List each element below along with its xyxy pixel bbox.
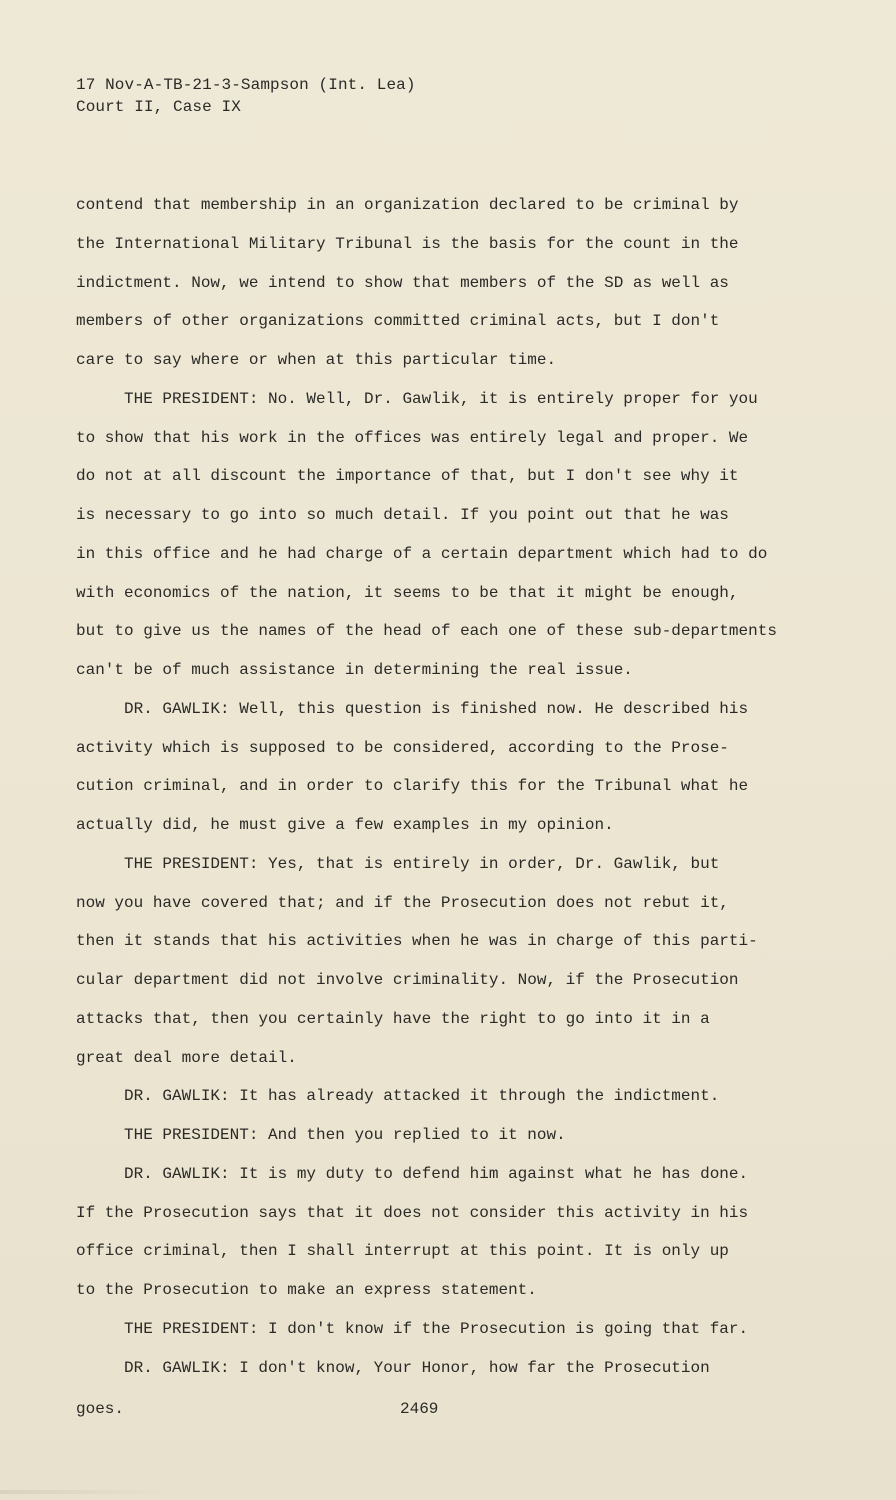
transcript-line: contend that membership in an organization declared to be criminal by <box>76 196 739 214</box>
transcript-line: DR. GAWLIK: It has already attacked it through the indictment. <box>124 1087 720 1106</box>
transcript-line: do not at all discount the importance of that, but I don't see why it <box>76 467 739 486</box>
transcript-line: DR. GAWLIK: Well, this question is finished now. He described his <box>124 699 749 718</box>
transcript-line: THE PRESIDENT: Yes, that is entirely in order, Dr. Gawlik, but <box>124 854 720 873</box>
paper-edge-mark <box>0 1490 160 1494</box>
transcript-line: great deal more detail. <box>76 1048 297 1067</box>
transcript-line: DR. GAWLIK: I don't know, Your Honor, how far the Prosecution <box>124 1358 710 1377</box>
transcript-line: THE PRESIDENT: And then you replied to it now. <box>124 1126 566 1144</box>
page-number: 2469 <box>400 1400 439 1418</box>
transcript-line: is necessary to go into so much detail. If you point out that he was <box>76 506 729 524</box>
transcript-line: activity which is supposed to be considered, according to the Prose- <box>76 738 729 757</box>
transcript-line: but to give us the names of the head of each one of these sub-departments <box>76 622 777 641</box>
transcript-line: care to say where or when at this particular time. <box>76 351 557 369</box>
transcript-line: in this office and he had charge of a certain department which had to do <box>76 544 768 563</box>
transcript-line: the International Military Tribunal is the basis for the count in the <box>76 234 739 253</box>
transcript-line: indictment. Now, we intend to show that members of the SD as well as <box>76 273 729 292</box>
transcript-line: actually did, he must give a few examples in my opinion. <box>76 816 614 834</box>
transcript-line: can't be of much assistance in determining the real issue. <box>76 661 633 679</box>
document-header <box>76 74 416 118</box>
transcript-line: to the Prosecution to make an express statement. <box>76 1281 537 1299</box>
transcript-line: to show that his work in the offices was entirely legal and proper. We <box>76 428 749 447</box>
header-court-line: Court II, Case IX <box>76 98 241 116</box>
document-footer <box>76 1400 796 1424</box>
transcript-line: cution criminal, and in order to clarify this for the Tribunal what he <box>76 777 749 796</box>
continuation-word: goes. <box>76 1400 125 1418</box>
header-reference-line: 17 Nov-A-TB-21-3-Sampson (Int. Lea) <box>76 76 416 94</box>
transcript-line: now you have covered that; and if the Prosecution does not rebut it, <box>76 893 729 912</box>
transcript-body <box>76 186 796 1387</box>
transcript-line: office criminal, then I shall interrupt at this point. It is only up <box>76 1242 729 1261</box>
transcript-line: DR. GAWLIK: It is my duty to defend him against what he has done. <box>124 1164 749 1183</box>
transcript-line: THE PRESIDENT: I don't know if the Prosecution is going that far. <box>124 1319 749 1338</box>
transcript-line: cular department did not involve criminality. Now, if the Prosecution <box>76 971 739 989</box>
transcript-line: If the Prosecution says that it does not consider this activity in his <box>76 1203 749 1222</box>
transcript-line: then it stands that his activities when he was in charge of this parti- <box>76 932 758 951</box>
transcript-line: attacks that, then you certainly have the right to go into it in a <box>76 1009 710 1028</box>
transcript-line: with economics of the nation, it seems to be that it might be enough, <box>76 583 739 602</box>
transcript-line: THE PRESIDENT: No. Well, Dr. Gawlik, it is entirely proper for you <box>124 389 758 408</box>
transcript-line: members of other organizations committed criminal acts, but I don't <box>76 312 720 331</box>
